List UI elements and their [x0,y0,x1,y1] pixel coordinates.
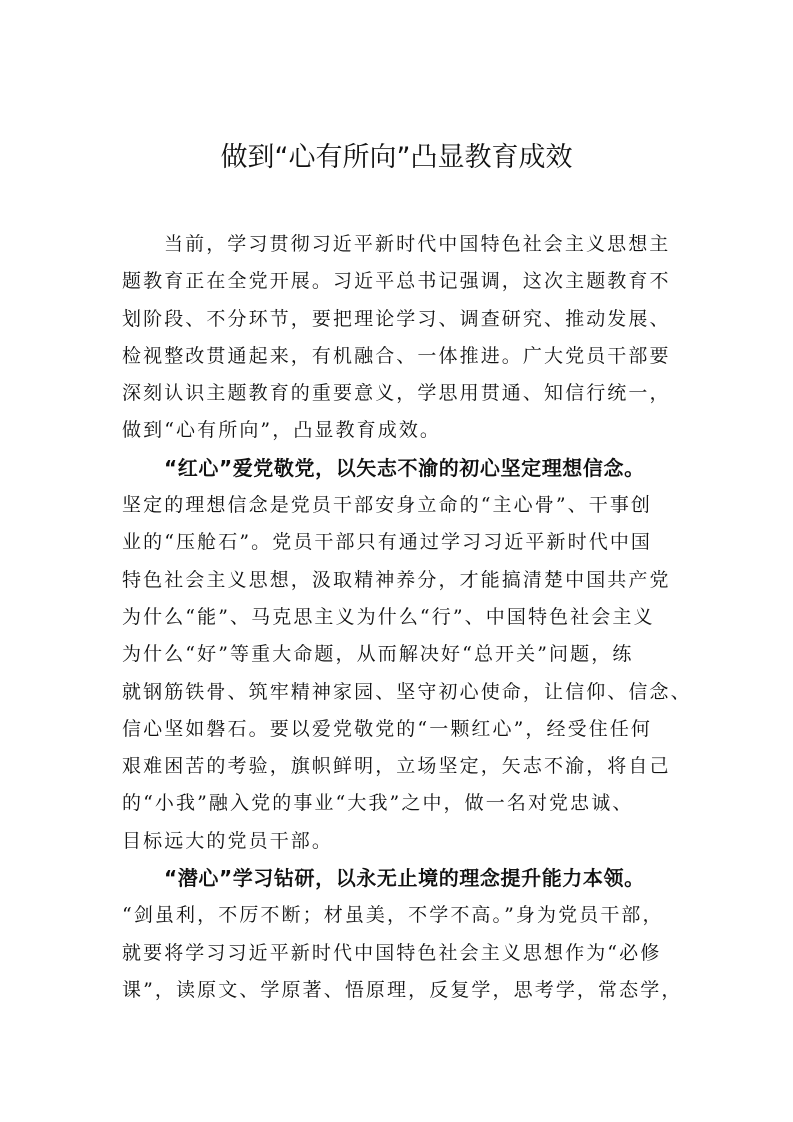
paragraph-1-line: 深刻认识主题教育的重要意义，学思用贯通、知信行统一， [122,382,671,405]
paragraph-2-line: 就钢筋铁骨、筑牢精神家园、坚守初心使命，让信仰、信念、 [122,680,692,703]
paragraph-2-line: 业的“压舱石”。党员干部只有通过学习习近平新时代中国 [122,531,653,554]
paragraph-3-line: 就要将学习习近平新时代中国特色社会主义思想作为“必修 [122,941,662,964]
paragraph-2-line: 为什么“好”等重大命题，从而解决好“总开关”问题，练 [122,643,634,666]
section-heading-red-heart: “红心”爱党敬党，以矢志不渝的初心坚定理想信念。 [164,455,645,480]
paragraph-1-line: 做到“心有所向”，凸显教育成效。 [122,419,442,442]
paragraph-2-line: 信心坚如磐石。要以爱党敬党的“一颗红心”，经受住任何 [122,717,653,740]
paragraph-2-line: 目标远大的党员干部。 [122,829,334,852]
paragraph-1-line: 题教育正在全党开展。习近平总书记强调，这次主题教育不 [122,270,671,293]
paragraph-2-line: 艰难困苦的考验，旗帜鲜明，立场坚定，矢志不渝，将自己 [122,755,671,778]
document-body [122,226,692,1009]
paragraph-1-line: 检视整改贯通起来，有机融合、一体推进。广大党员干部要 [122,344,671,367]
paragraph-1-line: 当前，学习贯彻习近平新时代中国特色社会主义思想主 [164,233,671,255]
section-heading-dedicated-study: “潜心”学习钻研，以永无止境的理念提升能力本领。 [164,866,645,891]
paragraph-3-line: 课”，读原文、学原著、悟原理，反复学，思考学，常态学， [122,978,683,1001]
paragraph-2-line: 坚定的理想信念是党员干部安身立命的“主心骨”、干事创 [122,494,653,517]
paragraph-2-line: 的“小我”融入党的事业“大我”之中，做一名对党忠诚、 [122,792,634,815]
paragraph-1-line: 划阶段、不分环节，要把理论学习、调查研究、推动发展、 [122,307,671,330]
paragraph-2-line: 特色社会主义思想，汲取精神养分，才能搞清楚中国共产党 [122,568,671,591]
document-title: 做到“心有所向”凸显教育成效 [220,142,573,173]
paragraph-3-line: “剑虽利，不厉不断；材虽美，不学不高。”身为党员干部， [122,904,664,927]
paragraph-2-line: 为什么“能”、马克思主义为什么“行”、中国特色社会主义 [122,605,655,628]
